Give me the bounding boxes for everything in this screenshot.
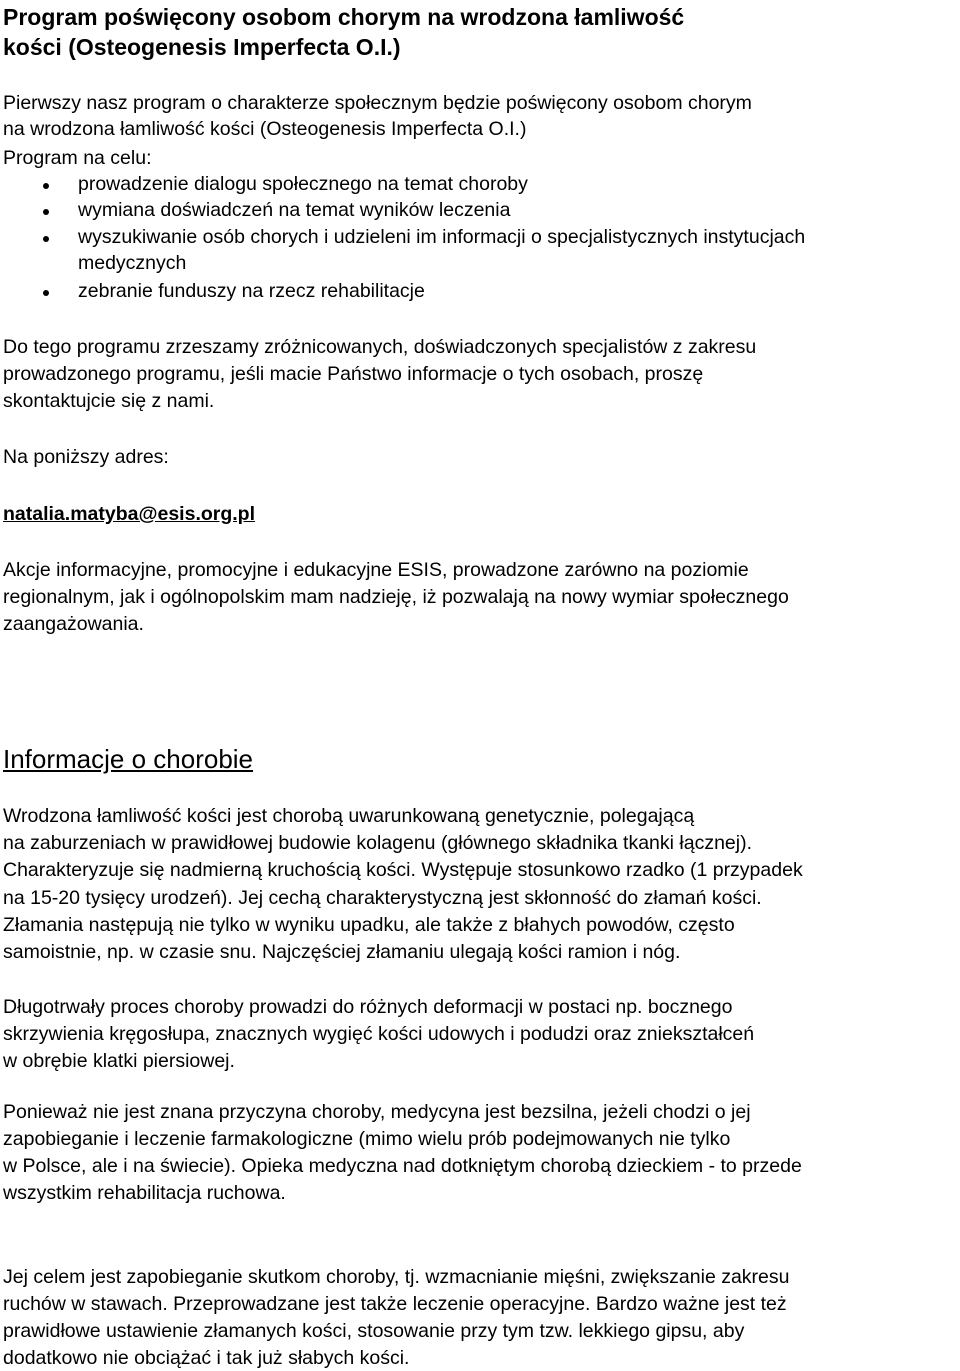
address-label: Na poniższy adres: (3, 446, 169, 468)
goals-label: Program na celu: (3, 147, 152, 169)
intro-line-1: Pierwszy nasz program o charakterze społecznym będzie poświęcony osobom chorym (3, 92, 752, 114)
page-title-line-2: kości (Osteogenesis Imperfecta O.I.) (3, 34, 401, 60)
bullet-icon (43, 236, 49, 242)
disease-p3-line: zapobieganie i leczenie farmakologiczne (mimo wielu prób podejmowanych nie tylko (3, 1128, 731, 1150)
actions-line-3: zaangażowania. (3, 613, 144, 635)
section-heading-disease: Informacje o chorobie (3, 744, 254, 774)
specialists-line-1: Do tego programu zrzeszamy zróżnicowanych, doświadczonych specjalistów z zakresu (3, 336, 757, 358)
disease-p3-line: w Polsce, ale i na świecie). Opieka medyczna nad dotkniętym chorobą dzieckiem - to przede (3, 1155, 802, 1177)
disease-p1-line: Wrodzona łamliwość kości jest chorobą uwarunkowaną genetycznie, polegającą (3, 805, 695, 827)
disease-p4-line: Jej celem jest zapobieganie skutkom choroby, tj. wzmacnianie mięśni, zwiększanie zakresu (3, 1266, 790, 1288)
page-title-line-1: Program poświęcony osobom chorym na wrodzona łamliwość (3, 4, 685, 30)
goal-item: wymiana doświadczeń na temat wyników leczenia (78, 199, 511, 221)
goal-item: prowadzenie dialogu społecznego na temat choroby (78, 173, 528, 195)
bullet-icon (43, 209, 49, 215)
specialists-line-2: prowadzonego programu, jeśli macie Państwo informacje o tych osobach, proszę (3, 363, 704, 385)
intro-line-2: na wrodzona łamliwość kości (Osteogenesis Imperfecta O.I.) (3, 118, 527, 140)
disease-p4-line: dodatkowo nie obciążać i tak już słabych kości. (3, 1347, 410, 1369)
disease-p1-line: Złamania następują nie tylko w wyniku upadku, ale także z błahych powodów, często (3, 914, 735, 936)
actions-line-2: regionalnym, jak i ogólnopolskim mam nadzieję, iż pozwalają na nowy wymiar społecznego (3, 586, 789, 608)
disease-p3-line: wszystkim rehabilitacja ruchowa. (3, 1182, 286, 1204)
disease-p2-line: skrzywienia kręgosłupa, znacznych wygięć kości udowych i podudzi oraz zniekształceń (3, 1023, 755, 1045)
disease-p2-line: w obrębie klatki piersiowej. (3, 1050, 235, 1072)
disease-p1-line: Charakteryzuje się nadmierną kruchością kości. Występuje stosunkowo rzadko (1 przypadek (3, 859, 803, 881)
bullet-icon (43, 290, 49, 296)
goal-item: wyszukiwanie osób chorych i udzieleni im informacji o specjalistycznych instytucjach (78, 226, 806, 248)
disease-p1-line: na zaburzeniach w prawidłowej budowie kolagenu (głównego składnika tkanki łącznej). (3, 832, 753, 854)
goal-item: zebranie funduszy na rzecz rehabilitacje (78, 280, 425, 302)
disease-p3-line: Ponieważ nie jest znana przyczyna choroby, medycyna jest bezsilna, jeżeli chodzi o jej (3, 1101, 751, 1123)
specialists-line-3: skontaktujcie się z nami. (3, 390, 215, 412)
goal-item-continuation: medycznych (78, 252, 187, 274)
contact-email-link[interactable]: natalia.matyba@esis.org.pl (3, 503, 256, 525)
disease-p4-line: ruchów w stawach. Przeprowadzane jest także leczenie operacyjne. Bardzo ważne jest też (3, 1293, 787, 1315)
disease-p1-line: samoistnie, np. w czasie snu. Najczęściej złamaniu ulegają kości ramion i nóg. (3, 941, 681, 963)
disease-p2-line: Długotrwały proces choroby prowadzi do różnych deformacji w postaci np. bocznego (3, 996, 733, 1018)
disease-p4-line: prawidłowe ustawienie złamanych kości, stosowanie przy tym tzw. lekkiego gipsu, aby (3, 1320, 745, 1342)
disease-p1-line: na 15-20 tysięcy urodzeń). Jej cechą charakterystyczną jest skłonność do złamań kości. (3, 887, 762, 909)
bullet-icon (43, 183, 49, 189)
actions-line-1: Akcje informacyjne, promocyjne i edukacyjne ESIS, prowadzone zarówno na poziomie (3, 559, 749, 581)
